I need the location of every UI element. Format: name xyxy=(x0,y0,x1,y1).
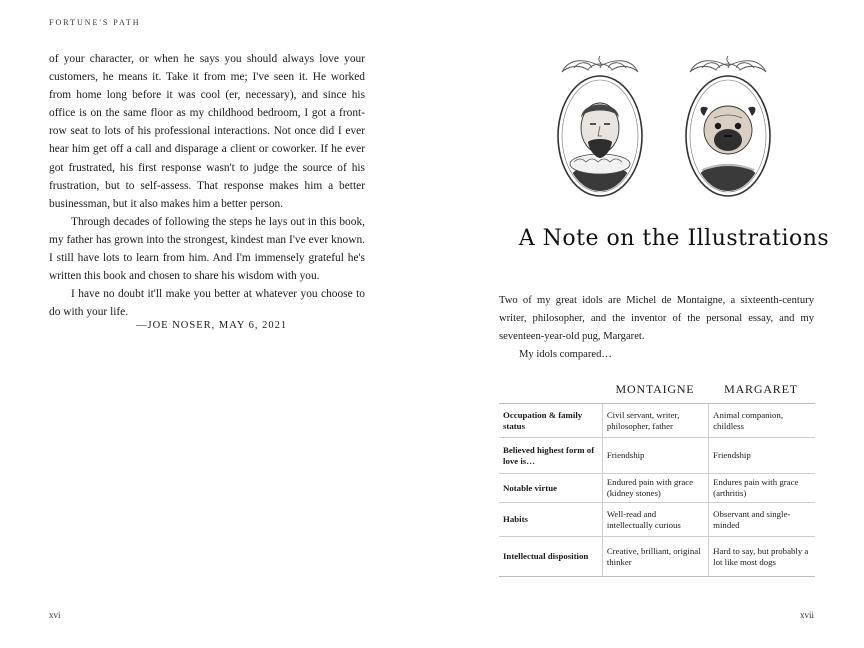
table-row xyxy=(499,438,815,474)
table-row xyxy=(499,474,815,503)
table-cell: Animal companion, childless xyxy=(709,404,815,438)
table-cell: Friendship xyxy=(602,438,708,474)
running-head: FORTUNE'S PATH xyxy=(49,18,141,27)
foreword-body xyxy=(49,50,365,321)
row-label: Habits xyxy=(499,503,602,537)
row-label: Notable virtue xyxy=(499,474,602,503)
table-cell: Hard to say, but probably a lot like most dogs xyxy=(709,537,815,577)
table-cell: Friendship xyxy=(709,438,815,474)
table-cell: Endures pain with grace (arthritis) xyxy=(709,474,815,503)
signature: —JOE NOSER, MAY 6, 2021 xyxy=(136,320,288,331)
table-row xyxy=(499,404,815,438)
table-row xyxy=(499,503,815,537)
table-cell: Endured pain with grace (kidney stones) xyxy=(602,474,708,503)
intro-text xyxy=(499,292,814,364)
column-header: MONTAIGNE xyxy=(615,381,695,396)
row-label: Believed highest form of love is… xyxy=(499,438,602,474)
table-cell: Observant and single-minded xyxy=(709,503,815,537)
table-cell: Civil servant, writer, philosopher, father xyxy=(602,404,708,438)
row-label: Occupation & family status xyxy=(499,404,602,438)
table-header xyxy=(499,375,815,403)
paragraph: of your character, or when he says you should always love your customers, he means it. Take it from me; I've seen it. He worked from home long before it was cool (er, necessary), and since his office is on the same floor as my childhood bedroom, I got a front-row seat to lots of his professional interactions. Not once did I ever hear him get off a call and disparage a client or coworker. If he ever got frustrated, his first response wasn't to judge the source of his frustration, but to self-assess. That response makes him a better businessman, but it also makes him a better person. xyxy=(49,53,365,210)
page-number: xvii xyxy=(799,610,814,620)
paragraph: My idols compared… xyxy=(519,349,612,360)
column-header: MARGARET xyxy=(724,381,798,396)
table-cell: Well-read and intellectually curious xyxy=(602,503,708,537)
paragraph: I have no doubt it'll make you better at whatever you choose to do with your life. xyxy=(49,288,365,319)
right-page xyxy=(432,0,864,648)
portrait-illustrations xyxy=(540,52,790,202)
row-label: Intellectual disposition xyxy=(499,537,602,577)
page-number: xvi xyxy=(49,610,61,620)
comparison-table xyxy=(499,375,815,577)
pug-portrait-icon xyxy=(668,52,788,202)
chapter-title: A Note on the Illustrations xyxy=(518,226,830,251)
montaigne-portrait-icon xyxy=(540,52,660,202)
paragraph: Two of my great idols are Michel de Montaigne, a sixteenth-century writer, philosopher, and the inventor of the personal essay, and my seventeen-year-old pug, Margaret. xyxy=(499,295,814,342)
table-row xyxy=(499,537,815,577)
table-cell: Creative, brilliant, original thinker xyxy=(602,537,708,577)
comparison-grid xyxy=(499,403,815,577)
paragraph: Through decades of following the steps he lays out in this book, my father has grown into the strongest, kindest man I've ever known. I still have lots to learn from him. And I'm immensely grateful he's written this book and chosen to share his wisdom with you. xyxy=(49,215,365,283)
